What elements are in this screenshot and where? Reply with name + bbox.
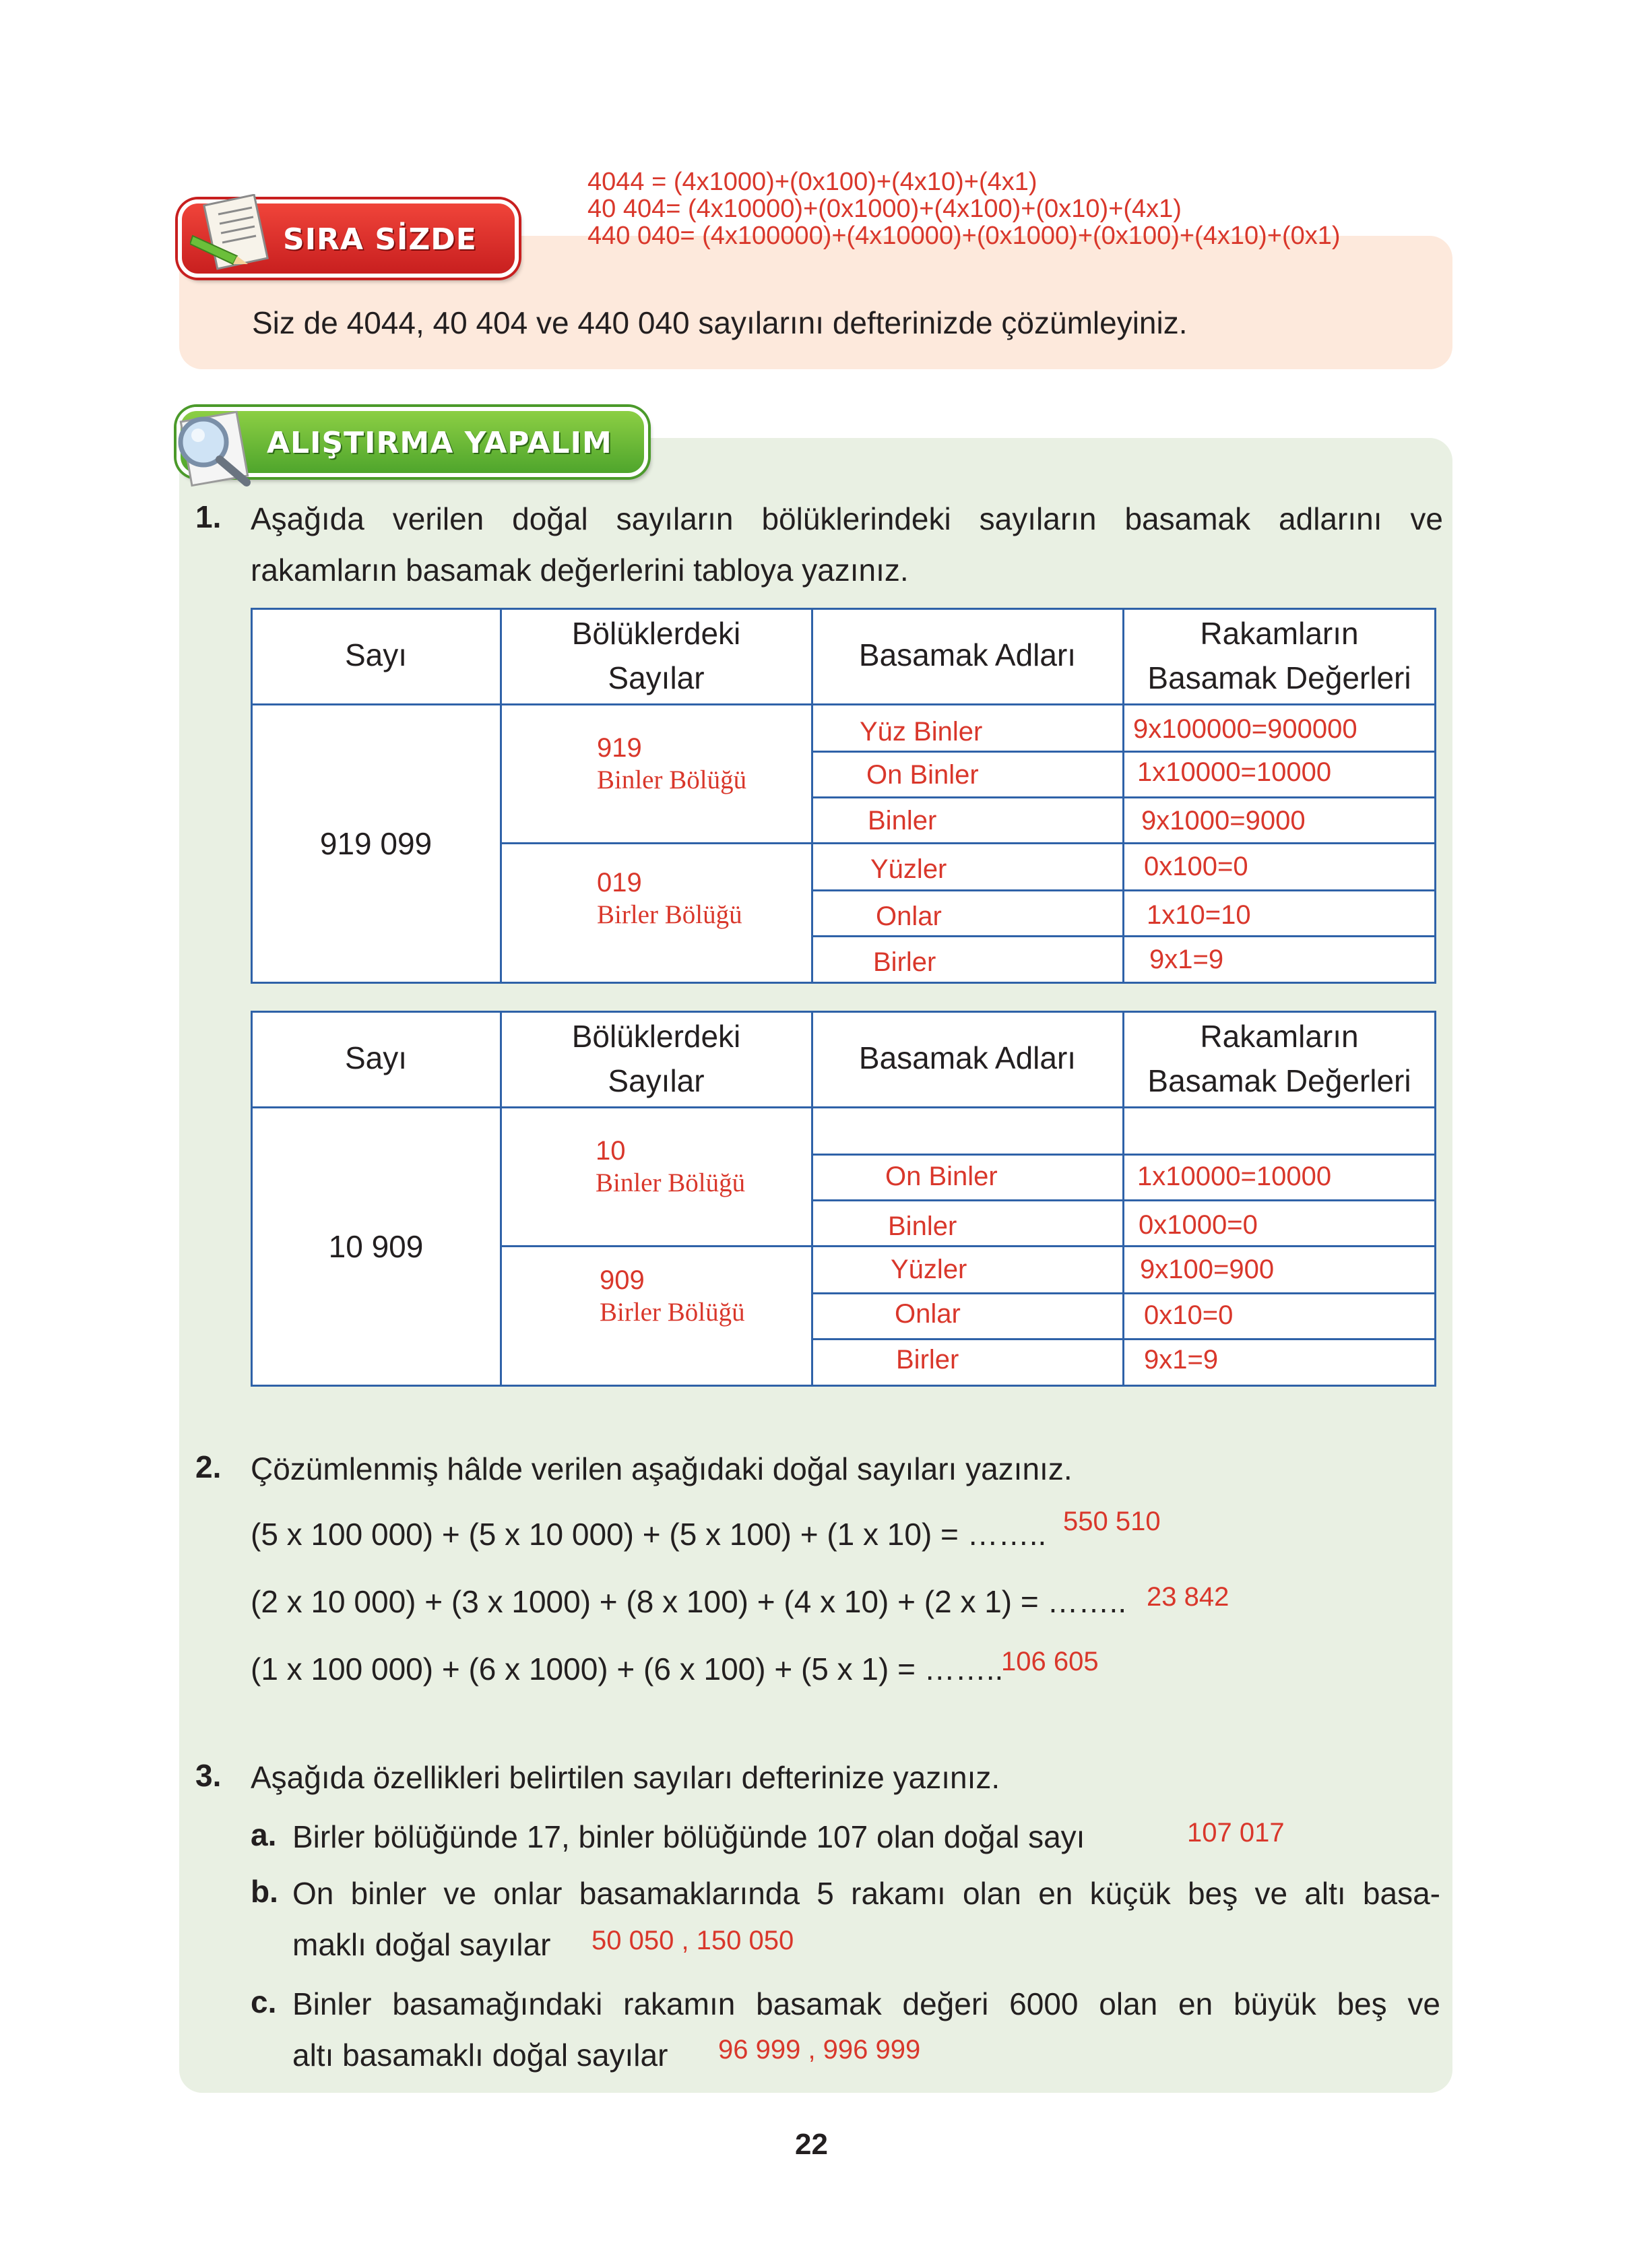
q2-number: 2. <box>195 1449 222 1484</box>
table1-row-value: 9x100000=900000 <box>1133 714 1357 744</box>
table1-group-binler <box>597 733 746 795</box>
table2-group-birler <box>600 1265 745 1327</box>
header-boluk-2: Sayılar <box>608 1063 705 1098</box>
group-number: 909 <box>600 1265 645 1295</box>
table-919099 <box>251 608 1436 984</box>
header-rakam-1: Rakamların <box>1200 616 1359 651</box>
group-label: Birler Bölüğü <box>600 1298 745 1327</box>
page-number: 22 <box>795 2128 828 2161</box>
table1-row-value: 1x10000=10000 <box>1137 757 1332 787</box>
q1-number: 1. <box>195 499 222 534</box>
q2-answer-2: 23 842 <box>1147 1582 1229 1612</box>
q3-number: 3. <box>195 1758 222 1793</box>
table1-row-value: 0x100=0 <box>1144 852 1248 881</box>
answer-4044: 4044 = (4x1000)+(0x100)+(4x10)+(4x1) <box>587 168 1037 196</box>
table2-row-name: Birler <box>896 1345 959 1375</box>
header-basamak: Basamak Adları <box>858 637 1077 672</box>
table2-group-binler <box>596 1136 745 1198</box>
table1-row-name: Onlar <box>876 902 942 931</box>
table1-row-name: On Binler <box>866 760 979 790</box>
table1-row-name: Yüz Binler <box>860 717 983 747</box>
answer-40404: 40 404= (4x10000)+(0x1000)+(4x100)+(0x10)+(4x1) <box>587 195 1182 223</box>
q3b-label: b. <box>251 1874 278 1909</box>
table2-row-value: 9x100=900 <box>1140 1255 1275 1284</box>
q3c-line1: Binler basamağındaki rakamın basamak değeri 6000 olan en büyük beş ve <box>292 1986 1440 2021</box>
answer-440040: 440 040= (4x100000)+(4x10000)+(0x1000)+(0x100)+(4x10)+(0x1) <box>587 222 1341 250</box>
header-sayi: Sayı <box>344 1040 408 1075</box>
table2-row-name: Yüzler <box>891 1255 967 1284</box>
table1-row-value: 9x1000=9000 <box>1141 806 1306 836</box>
q3b-line2: maklı doğal sayılar <box>292 1927 551 1962</box>
table2-row-name: Binler <box>888 1211 957 1241</box>
group-label: Birler Bölüğü <box>597 900 742 929</box>
group-label: Binler Bölüğü <box>597 765 747 794</box>
table2-row-name: On Binler <box>885 1162 998 1191</box>
table1-row-value: 9x1=9 <box>1149 945 1224 974</box>
header-boluk-1: Bölüklerdeki <box>571 616 741 651</box>
table-10909 <box>251 1011 1436 1387</box>
header-rakam-1: Rakamların <box>1200 1019 1359 1054</box>
q3c-label: c. <box>251 1984 277 2019</box>
table2-row-value: 1x10000=10000 <box>1137 1162 1332 1191</box>
header-rakam-2: Basamak Değerleri <box>1147 660 1411 695</box>
q2-expression-3: (1 x 100 000) + (6 x 1000) + (6 x 100) + (5 x 1) = …….. <box>251 1651 1004 1687</box>
q2-expression-1: (5 x 100 000) + (5 x 10 000) + (5 x 100) + (1 x 10) = …….. <box>251 1517 1047 1552</box>
group-number: 919 <box>597 733 642 763</box>
table1-row-name: Birler <box>873 947 936 977</box>
q3a-text: Birler bölüğünde 17, binler bölüğünde 107 olan doğal sayı <box>292 1819 1085 1854</box>
q2-text: Çözümlenmiş hâlde verilen aşağıdaki doğal sayıları yazınız. <box>251 1451 1073 1486</box>
table2-row-value: 0x1000=0 <box>1139 1210 1258 1240</box>
group-number: 10 <box>596 1136 626 1166</box>
table1-group-birler <box>597 868 742 930</box>
table1-row-value: 1x10=10 <box>1147 900 1251 930</box>
q3-text: Aşağıda özellikleri belirtilen sayıları defterinize yazınız. <box>251 1760 1000 1795</box>
q3c-answer: 96 999 , 996 999 <box>718 2035 921 2065</box>
q3b-answer: 50 050 , 150 050 <box>591 1926 794 1955</box>
q1-line2: rakamların basamak değerlerini tabloya yazınız. <box>251 553 909 588</box>
header-boluk-2: Sayılar <box>608 660 705 695</box>
header-boluk-1: Bölüklerdeki <box>571 1019 741 1054</box>
q2-answer-1: 550 510 <box>1063 1507 1161 1536</box>
q2-answer-3: 106 605 <box>1001 1647 1099 1676</box>
table1-number: 919 099 <box>319 826 433 861</box>
table1-row-name: Binler <box>868 806 937 836</box>
paper-pencil-icon <box>190 194 271 282</box>
sira-sizde-title: SIRA SİZDE <box>283 222 477 257</box>
header-rakam-2: Basamak Değerleri <box>1147 1063 1411 1098</box>
q3a-label: a. <box>251 1817 277 1852</box>
header-basamak: Basamak Adları <box>858 1040 1077 1075</box>
q3b-line1: On binler ve onlar basamaklarında 5 rakamı olan en küçük beş ve altı basa- <box>292 1876 1440 1911</box>
q3c-line2: altı basamaklı doğal sayılar <box>292 2038 668 2073</box>
table2-row-name: Onlar <box>895 1299 961 1329</box>
alistirma-title: ALIŞTIRMA YAPALIM <box>267 426 612 460</box>
group-number: 019 <box>597 868 642 897</box>
table2-row-value: 9x1=9 <box>1144 1345 1219 1375</box>
sira-sizde-answers <box>587 168 1341 249</box>
table2-row-value: 0x10=0 <box>1144 1300 1234 1330</box>
q3a-answer: 107 017 <box>1187 1818 1285 1848</box>
sira-sizde-text: Siz de 4044, 40 404 ve 440 040 sayılarını defterinizde çözümleyiniz. <box>252 305 1188 340</box>
table2-number: 10 909 <box>328 1229 424 1264</box>
group-label: Binler Bölüğü <box>596 1168 746 1197</box>
q1-line1: Aşağıda verilen doğal sayıların bölüklerindeki sayıların basamak adlarını ve <box>251 501 1443 536</box>
q2-expression-2: (2 x 10 000) + (3 x 1000) + (8 x 100) + (4 x 10) + (2 x 1) = …….. <box>251 1584 1127 1619</box>
header-sayi: Sayı <box>344 637 408 672</box>
table1-row-name: Yüzler <box>870 854 947 884</box>
magnifier-icon <box>166 404 260 489</box>
